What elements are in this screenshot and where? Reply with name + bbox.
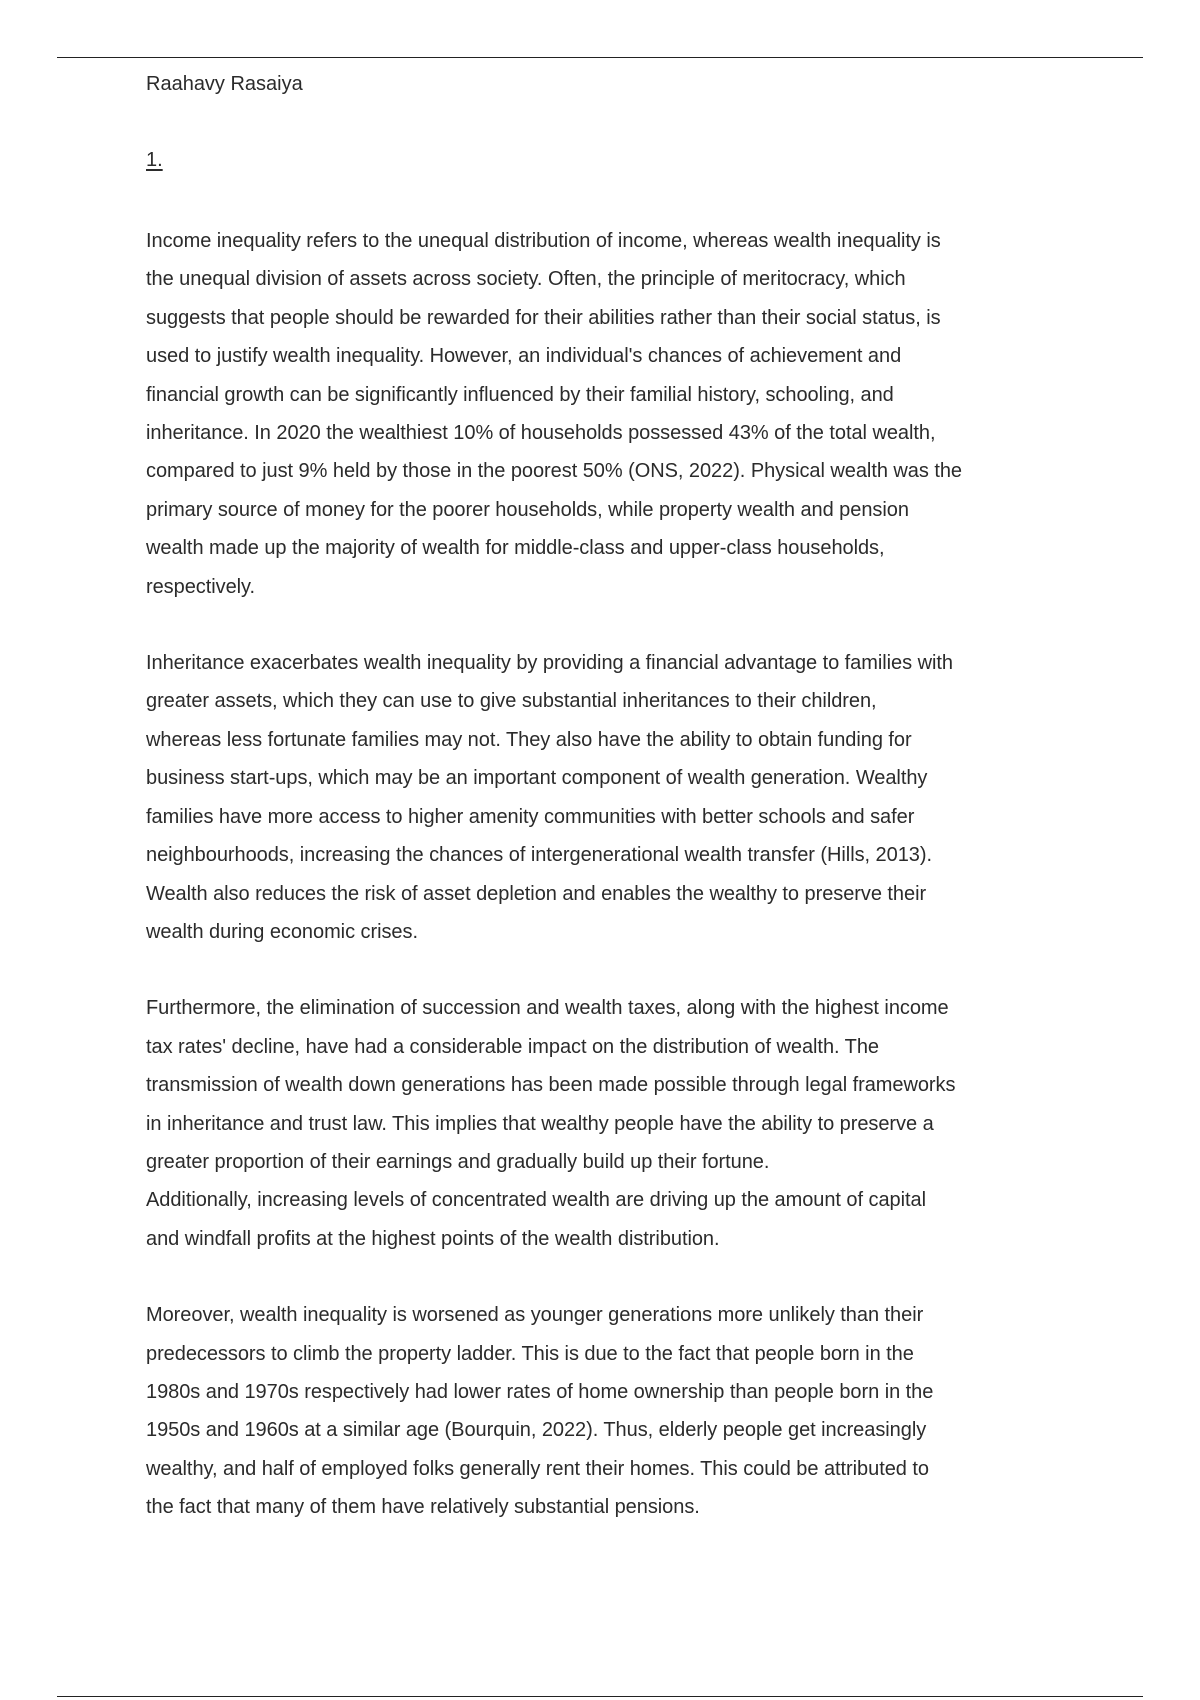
document-body: [146, 70, 1066, 1527]
text-line: Additionally, increasing levels of concentrated wealth are driving up the amount of capital: [146, 1189, 926, 1212]
paragraph-taxation: [146, 989, 1066, 1258]
text-line: families have more access to higher amenity communities with better schools and safer: [146, 805, 915, 828]
section-number: 1.: [146, 149, 163, 171]
text-line: wealth made up the majority of wealth for middle-class and upper-class households,: [146, 537, 885, 560]
text-line: greater proportion of their earnings and gradually build up their fortune.: [146, 1150, 770, 1173]
text-line: Moreover, wealth inequality is worsened as younger generations more unlikely than their: [146, 1304, 924, 1327]
text-line: Furthermore, the elimination of succession and wealth taxes, along with the highest income: [146, 997, 949, 1020]
text-line: 1950s and 1960s at a similar age (Bourquin, 2022). Thus, elderly people get increasingly: [146, 1419, 927, 1442]
text-line: respectively.: [146, 575, 256, 598]
text-line: inheritance. In 2020 the wealthiest 10% of households possessed 43% of the total wealth,: [146, 422, 936, 445]
text-line: in inheritance and trust law. This implies that wealthy people have the ability to preserve a: [146, 1112, 934, 1135]
paragraph-income-inequality: [146, 222, 1066, 606]
text-line: tax rates' decline, have had a considerable impact on the distribution of wealth. The: [146, 1035, 879, 1058]
text-line: business start-ups, which may be an important component of wealth generation. Wealthy: [146, 767, 928, 790]
text-line: Income inequality refers to the unequal distribution of income, whereas wealth inequality is: [146, 230, 941, 252]
text-line: predecessors to climb the property ladder. This is due to the fact that people born in the: [146, 1342, 914, 1365]
text-line: financial growth can be significantly influenced by their familial history, schooling, and: [146, 383, 894, 406]
text-line: wealthy, and half of employed folks generally rent their homes. This could be attributed to: [146, 1457, 929, 1480]
author-name: Raahavy Rasaiya: [146, 73, 303, 95]
text-line: suggests that people should be rewarded for their abilities rather than their social status, is: [146, 306, 941, 329]
text-line: transmission of wealth down generations has been made possible through legal frameworks: [146, 1074, 956, 1097]
top-horizontal-rule: [57, 57, 1143, 58]
text-line: the unequal division of assets across society. Often, the principle of meritocracy, which: [146, 268, 906, 291]
text-line: Inheritance exacerbates wealth inequality by providing a financial advantage to families with: [146, 652, 953, 675]
paragraph-inheritance: [146, 644, 1066, 951]
text-line: compared to just 9% held by those in the poorest 50% (ONS, 2022). Physical wealth was the: [146, 460, 962, 483]
paragraph-property-ladder: [146, 1296, 1066, 1526]
text-line: and windfall profits at the highest points of the wealth distribution.: [146, 1227, 720, 1250]
text-line: the fact that many of them have relatively substantial pensions.: [146, 1496, 700, 1519]
bottom-horizontal-rule: [57, 1696, 1143, 1697]
text-line: whereas less fortunate families may not. They also have the ability to obtain funding for: [146, 728, 912, 751]
text-line: used to justify wealth inequality. However, an individual's chances of achievement and: [146, 345, 902, 368]
text-line: Wealth also reduces the risk of asset depletion and enables the wealthy to preserve their: [146, 882, 927, 905]
text-line: primary source of money for the poorer households, while property wealth and pension: [146, 498, 909, 521]
text-line: neighbourhoods, increasing the chances of intergenerational wealth transfer (Hills, 2013).: [146, 844, 932, 867]
text-line: greater assets, which they can use to give substantial inheritances to their children,: [146, 690, 877, 713]
text-line: 1980s and 1970s respectively had lower rates of home ownership than people born in the: [146, 1380, 934, 1403]
text-line: wealth during economic crises.: [146, 920, 418, 943]
